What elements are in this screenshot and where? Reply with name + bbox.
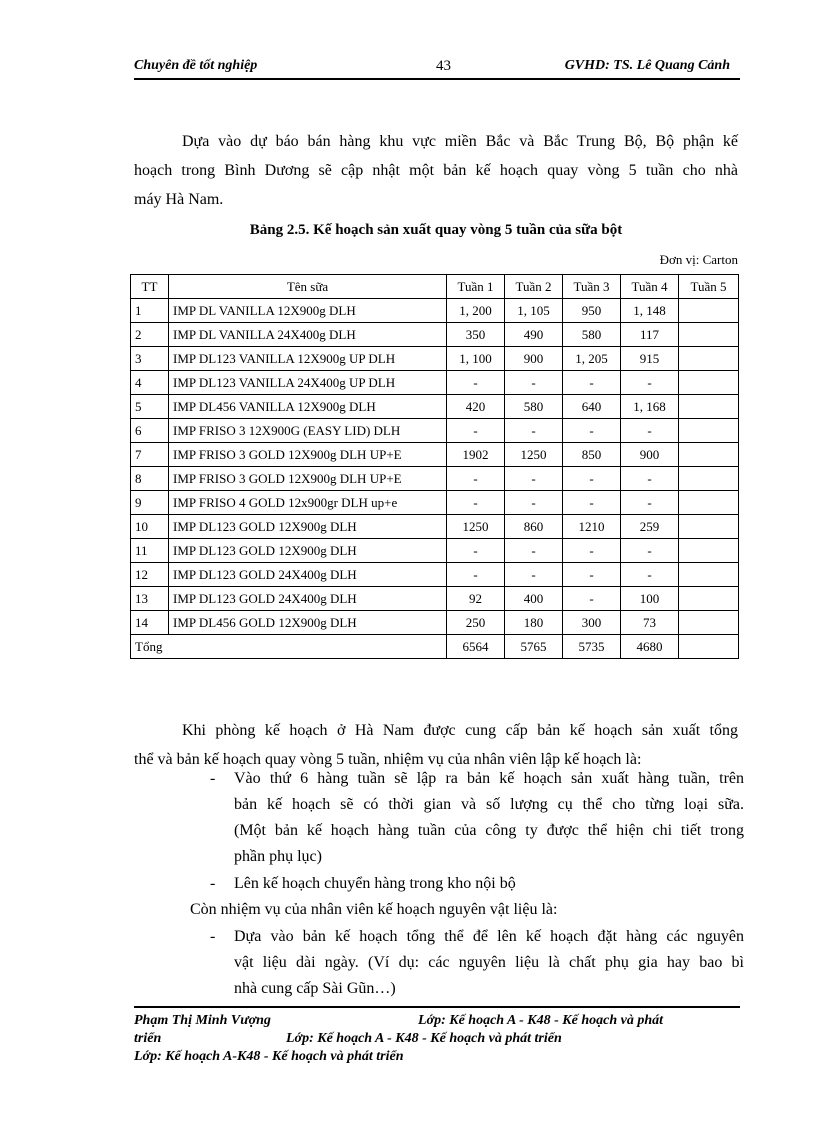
week-value-cell: 490 xyxy=(505,323,563,347)
row-number-cell: 1 xyxy=(131,299,169,323)
total-value-cell xyxy=(679,635,739,659)
week-value-cell: 400 xyxy=(505,587,563,611)
week-value-cell xyxy=(679,443,739,467)
week-value-cell: 117 xyxy=(621,323,679,347)
week-value-cell: - xyxy=(447,539,505,563)
week-value-cell: - xyxy=(563,491,621,515)
product-name-cell: IMP DL456 VANILLA 12X900g DLH xyxy=(169,395,447,419)
week-value-cell: 1210 xyxy=(563,515,621,539)
week-value-cell: 580 xyxy=(505,395,563,419)
intro-line: hoạch trong Bình Dương sẽ cập nhật một bản kế hoạch quay vòng 5 tuần cho nhà xyxy=(134,162,738,179)
body-line: thể và bản kế hoạch quay vòng 5 tuần, nhiệm vụ của nhân viên lập kế hoạch là: xyxy=(134,751,642,768)
table-header-cell: Tuần 2 xyxy=(505,275,563,299)
bullet-line: (Một bản kế hoạch hàng tuần của công ty được thể hiện chi tiết trong xyxy=(234,822,744,839)
row-number-cell: 2 xyxy=(131,323,169,347)
product-name-cell: IMP FRISO 3 12X900G (EASY LID) DLH xyxy=(169,419,447,443)
week-value-cell: 1, 148 xyxy=(621,299,679,323)
week-value-cell xyxy=(679,515,739,539)
week-value-cell: - xyxy=(563,467,621,491)
bullet-line: Dựa vào bản kế hoạch tổng thể để lên kế hoạch đặt hàng các nguyên xyxy=(234,928,744,945)
week-value-cell: - xyxy=(447,563,505,587)
week-value-cell: - xyxy=(563,419,621,443)
table-caption: Bảng 2.5. Kế hoạch sản xuất quay vòng 5 tuần của sữa bột xyxy=(249,222,623,238)
row-number-cell: 5 xyxy=(131,395,169,419)
week-value-cell xyxy=(679,539,739,563)
product-name-cell: IMP DL VANILLA 24X400g DLH xyxy=(169,323,447,347)
header-left: Chuyên đề tốt nghiệp xyxy=(134,58,258,73)
footer-class-line2: Lớp: Kế hoạch A - K48 - Kế hoạch và phát triển xyxy=(286,1031,562,1046)
product-name-cell: IMP DL123 VANILLA 24X400g UP DLH xyxy=(169,371,447,395)
week-value-cell xyxy=(679,587,739,611)
week-value-cell: 420 xyxy=(447,395,505,419)
table-header-cell: Tuần 4 xyxy=(621,275,679,299)
bullet-item xyxy=(210,924,744,1002)
product-name-cell: IMP FRISO 4 GOLD 12x900gr DLH up+e xyxy=(169,491,447,515)
row-number-cell: 9 xyxy=(131,491,169,515)
week-value-cell: 300 xyxy=(563,611,621,635)
footer-class-line3: Lớp: Kế hoạch A-K48 - Kế hoạch và phát triển xyxy=(134,1049,404,1064)
week-value-cell xyxy=(679,299,739,323)
week-value-cell xyxy=(679,371,739,395)
table-header-row xyxy=(131,275,739,299)
table-row xyxy=(131,587,739,611)
week-value-cell xyxy=(679,611,739,635)
materials-intro: Còn nhiệm vụ của nhân viên kế hoạch nguyên vật liệu là: xyxy=(190,901,558,918)
table-row xyxy=(131,611,739,635)
week-value-cell: 100 xyxy=(621,587,679,611)
week-value-cell: - xyxy=(447,371,505,395)
week-value-cell: - xyxy=(563,539,621,563)
table-header-cell: Tuần 5 xyxy=(679,275,739,299)
week-value-cell: - xyxy=(505,371,563,395)
table-row xyxy=(131,347,739,371)
week-value-cell xyxy=(679,491,739,515)
bullet-line: Vào thứ 6 hàng tuần sẽ lập ra bản kế hoạch sản xuất hàng tuần, trên xyxy=(234,770,744,787)
week-value-cell: 1, 105 xyxy=(505,299,563,323)
week-value-cell: 250 xyxy=(447,611,505,635)
week-value-cell: 1, 200 xyxy=(447,299,505,323)
table-row xyxy=(131,563,739,587)
row-number-cell: 3 xyxy=(131,347,169,371)
table-row xyxy=(131,491,739,515)
week-value-cell: - xyxy=(505,539,563,563)
row-number-cell: 12 xyxy=(131,563,169,587)
bullet-line: phần phụ lục) xyxy=(234,848,322,865)
bullet-line: Lên kế hoạch chuyển hàng trong kho nội bộ xyxy=(234,875,516,892)
week-value-cell: 950 xyxy=(563,299,621,323)
row-number-cell: 14 xyxy=(131,611,169,635)
table-row xyxy=(131,323,739,347)
week-value-cell: - xyxy=(621,371,679,395)
week-value-cell: 180 xyxy=(505,611,563,635)
week-value-cell: - xyxy=(563,371,621,395)
bullet-line: vật liệu dài ngày. (Ví dụ: các nguyên liệu là chất phụ gia hay bao bì xyxy=(234,954,744,971)
week-value-cell: 1250 xyxy=(447,515,505,539)
row-number-cell: 10 xyxy=(131,515,169,539)
product-name-cell: IMP DL123 GOLD 12X900g DLH xyxy=(169,539,447,563)
product-name-cell: IMP DL123 VANILLA 12X900g UP DLH xyxy=(169,347,447,371)
table-row xyxy=(131,299,739,323)
week-value-cell: 1250 xyxy=(505,443,563,467)
table-header-cell: Tên sữa xyxy=(169,275,447,299)
table-row xyxy=(131,515,739,539)
row-number-cell: 7 xyxy=(131,443,169,467)
footer-rule xyxy=(134,1006,740,1008)
intro-line: Dựa vào dự báo bán hàng khu vực miền Bắc và Bắc Trung Bộ, Bộ phận kế xyxy=(182,133,738,150)
table-row xyxy=(131,419,739,443)
row-number-cell: 6 xyxy=(131,419,169,443)
week-value-cell: - xyxy=(505,563,563,587)
body-line: Khi phòng kế hoạch ở Hà Nam được cung cấp bản kế hoạch sản xuất tổng xyxy=(182,722,738,739)
total-value-cell: 4680 xyxy=(621,635,679,659)
page-number: 43 xyxy=(436,58,451,74)
footer-author: Phạm Thị Minh Vượng xyxy=(134,1013,271,1028)
week-value-cell xyxy=(679,467,739,491)
week-value-cell: 1902 xyxy=(447,443,505,467)
week-value-cell: 1, 205 xyxy=(563,347,621,371)
product-name-cell: IMP DL VANILLA 12X900g DLH xyxy=(169,299,447,323)
total-label-cell: Tổng xyxy=(131,635,447,659)
week-value-cell: - xyxy=(563,563,621,587)
header-right: GVHD: TS. Lê Quang Cảnh xyxy=(564,58,730,73)
week-value-cell xyxy=(679,563,739,587)
table-header-cell: Tuần 3 xyxy=(563,275,621,299)
table-total-row xyxy=(131,635,739,659)
week-value-cell: - xyxy=(621,467,679,491)
week-value-cell xyxy=(679,347,739,371)
table-row xyxy=(131,467,739,491)
product-name-cell: IMP DL456 GOLD 12X900g DLH xyxy=(169,611,447,635)
week-value-cell: - xyxy=(447,467,505,491)
week-value-cell: 900 xyxy=(621,443,679,467)
bullet-line: nhà cung cấp Sài Gũn…) xyxy=(234,980,396,997)
week-value-cell: - xyxy=(505,491,563,515)
week-value-cell: 92 xyxy=(447,587,505,611)
table-row xyxy=(131,443,739,467)
week-value-cell: 900 xyxy=(505,347,563,371)
week-value-cell: 350 xyxy=(447,323,505,347)
table-row xyxy=(131,371,739,395)
production-table xyxy=(130,274,739,659)
product-name-cell: IMP DL123 GOLD 24X400g DLH xyxy=(169,563,447,587)
bullet-dash: - xyxy=(210,875,216,892)
week-value-cell: - xyxy=(505,467,563,491)
table-header-cell: TT xyxy=(131,275,169,299)
week-value-cell: - xyxy=(621,539,679,563)
bullet-item xyxy=(210,871,740,897)
product-name-cell: IMP FRISO 3 GOLD 12X900g DLH UP+E xyxy=(169,443,447,467)
week-value-cell: 850 xyxy=(563,443,621,467)
week-value-cell: 640 xyxy=(563,395,621,419)
bullet-item xyxy=(210,766,744,870)
week-value-cell xyxy=(679,323,739,347)
week-value-cell xyxy=(679,419,739,443)
row-number-cell: 8 xyxy=(131,467,169,491)
footer-class-line1: Lớp: Kế hoạch A - K48 - Kế hoạch và phát xyxy=(418,1013,663,1028)
week-value-cell: 259 xyxy=(621,515,679,539)
table-unit: Đơn vị: Carton xyxy=(659,252,738,267)
intro-paragraph xyxy=(134,127,738,214)
product-name-cell: IMP FRISO 3 GOLD 12X900g DLH UP+E xyxy=(169,467,447,491)
footer-class-wrap: triển xyxy=(134,1031,162,1046)
week-value-cell: - xyxy=(621,563,679,587)
bullet-line: bản kế hoạch sẽ có thời gian và số lượng cụ thể cho từng loại sữa. xyxy=(234,796,744,813)
week-value-cell: 1, 100 xyxy=(447,347,505,371)
row-number-cell: 13 xyxy=(131,587,169,611)
week-value-cell: - xyxy=(621,491,679,515)
week-value-cell: 915 xyxy=(621,347,679,371)
table-header-cell: Tuần 1 xyxy=(447,275,505,299)
week-value-cell: - xyxy=(563,587,621,611)
total-value-cell: 5765 xyxy=(505,635,563,659)
header-rule xyxy=(134,78,740,80)
week-value-cell: - xyxy=(621,419,679,443)
product-name-cell: IMP DL123 GOLD 12X900g DLH xyxy=(169,515,447,539)
row-number-cell: 11 xyxy=(131,539,169,563)
product-name-cell: IMP DL123 GOLD 24X400g DLH xyxy=(169,587,447,611)
week-value-cell: 860 xyxy=(505,515,563,539)
week-value-cell: 1, 168 xyxy=(621,395,679,419)
week-value-cell: 73 xyxy=(621,611,679,635)
week-value-cell xyxy=(679,395,739,419)
table-row xyxy=(131,395,739,419)
week-value-cell: - xyxy=(447,491,505,515)
row-number-cell: 4 xyxy=(131,371,169,395)
bullet-dash: - xyxy=(210,770,216,787)
week-value-cell: 580 xyxy=(563,323,621,347)
intro-line: máy Hà Nam. xyxy=(134,191,224,208)
week-value-cell: - xyxy=(505,419,563,443)
table-row xyxy=(131,539,739,563)
bullet-dash: - xyxy=(210,928,216,945)
total-value-cell: 6564 xyxy=(447,635,505,659)
total-value-cell: 5735 xyxy=(563,635,621,659)
week-value-cell: - xyxy=(447,419,505,443)
